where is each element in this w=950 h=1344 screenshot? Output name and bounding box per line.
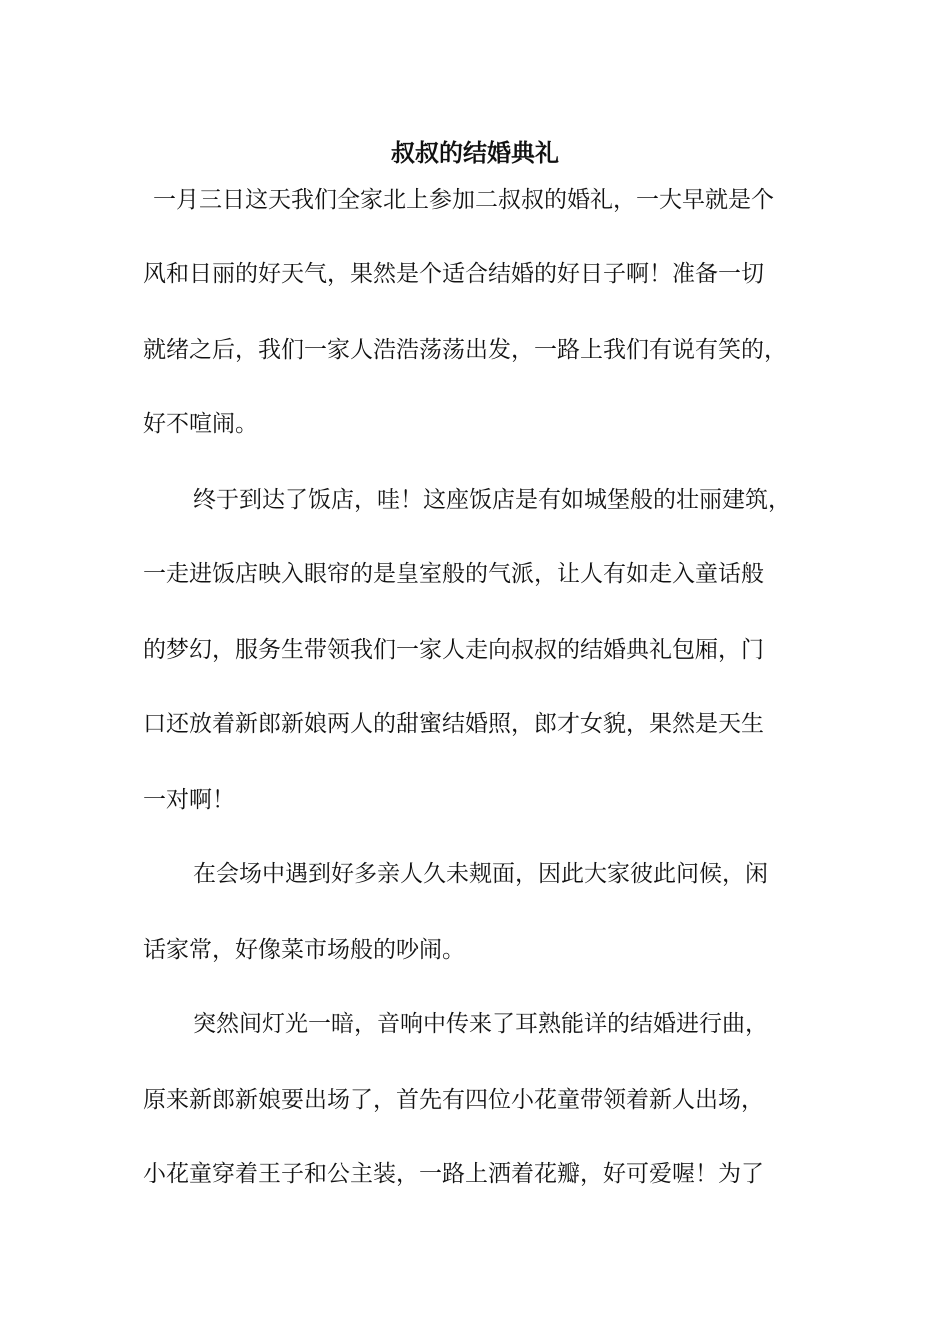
text-line: 口还放着新郎新娘两人的甜蜜结婚照，郎才女貌，果然是天生 bbox=[143, 711, 764, 737]
text-line: 一走进饭店映入眼帘的是皇室般的气派，让人有如走入童话般 bbox=[143, 561, 764, 587]
text-line: 原来新郎新娘要出场了，首先有四位小花童带领着新人出场， bbox=[143, 1087, 764, 1113]
text-line: 话家常，好像菜市场般的吵闹。 bbox=[143, 937, 465, 963]
text-line: 风和日丽的好天气，果然是个适合结婚的好日子啊！准备一切 bbox=[143, 261, 764, 287]
text-line: 终于到达了饭店，哇！这座饭店是有如城堡般的壮丽建筑， bbox=[193, 487, 791, 513]
document-title: 叔叔的结婚典礼 bbox=[391, 138, 559, 167]
text-line: 就绪之后，我们一家人浩浩荡荡出发，一路上我们有说有笑的， bbox=[143, 337, 787, 363]
text-line: 突然间灯光一暗，音响中传来了耳熟能详的结婚进行曲， bbox=[193, 1011, 768, 1037]
text-line: 一月三日这天我们全家北上参加二叔叔的婚礼，一大早就是个 bbox=[153, 187, 774, 213]
text-line: 好不喧闹。 bbox=[143, 411, 258, 437]
text-line: 的梦幻，服务生带领我们一家人走向叔叔的结婚典礼包厢，门 bbox=[143, 637, 764, 663]
text-line: 小花童穿着王子和公主装，一路上洒着花瓣，好可爱喔！为了 bbox=[143, 1161, 764, 1187]
text-line: 一对啊！ bbox=[143, 787, 235, 813]
text-line: 在会场中遇到好多亲人久未觌面，因此大家彼此问候，闲 bbox=[193, 861, 768, 887]
